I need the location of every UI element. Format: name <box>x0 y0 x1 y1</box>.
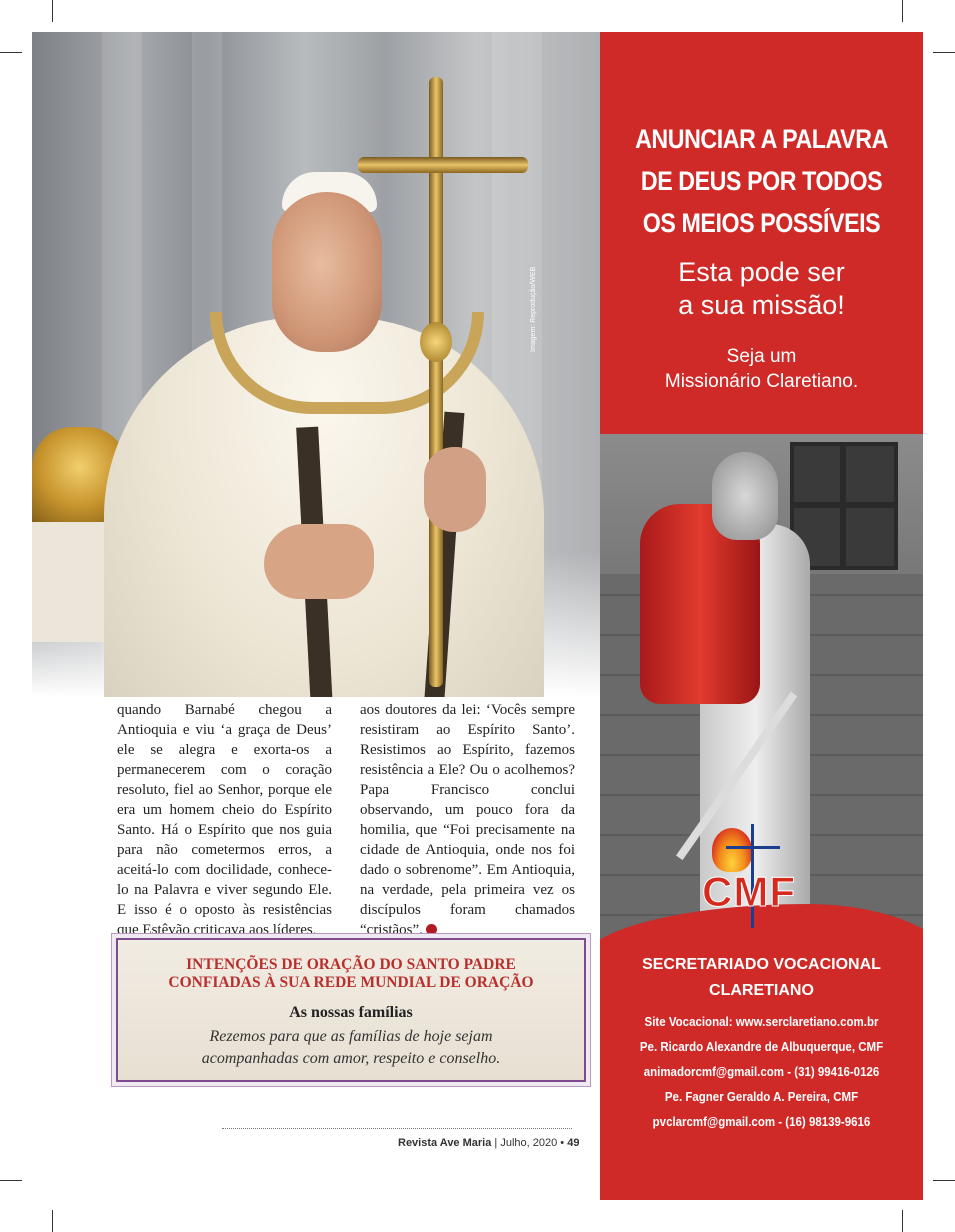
contact-name: Pe. Ricardo Alexandre de Albuquerque, CMF <box>639 1040 884 1054</box>
page-number: 49 <box>567 1137 580 1149</box>
pilgrim-head <box>712 452 778 540</box>
secretariado-line: SECRETARIADO VOCACIONAL <box>642 956 881 973</box>
prayer-subtitle: As nossas famílias <box>289 1004 413 1021</box>
crop-mark <box>902 1210 903 1232</box>
ad-invitation-line: Seja um <box>726 346 797 367</box>
prayer-body <box>118 1026 584 1070</box>
footer-rule <box>222 1128 572 1129</box>
crop-mark <box>933 1180 955 1181</box>
pope-hand <box>264 524 374 599</box>
secretariado-title <box>600 952 923 1004</box>
crop-mark <box>0 1180 22 1181</box>
photo-credit: Imagem: Reprodução/WEB <box>530 266 537 352</box>
cmf-logo-text: CMF <box>702 868 796 915</box>
ad-invitation-line: Missionário Claretiano. <box>664 371 859 392</box>
ad-headline-line: ANUNCIAR A PALAVRA <box>635 124 888 154</box>
crop-mark <box>933 52 955 53</box>
ad-mission-line: a sua missão! <box>678 290 845 320</box>
pope-hand <box>424 447 486 532</box>
article-text-span: aos doutores da lei: ‘Vocês sempre resistiram ao Espírito Santo’. Resistimos ao Espírito, fazemos resistência a Ele? Ou o acolhemos? Papa Francisco conclui observando, um pouco fora da homilia, que “Foi precisamente na cidade de Antioquia, onde nos foi dado o sobrenome”. Em Antioquia, na verdade, pela primeira vez os discípulos foram chamados “cristãos”. <box>360 702 575 938</box>
prayer-body-line: acompanhadas com amor, respeito e conselho. <box>201 1050 501 1067</box>
article-column-1 <box>117 700 332 940</box>
ad-headline-line: DE DEUS POR TODOS <box>640 166 883 196</box>
footer-separator: | <box>494 1137 498 1149</box>
ad-mission <box>600 256 923 322</box>
page-footer <box>398 1137 579 1149</box>
ad-invitation <box>600 344 923 394</box>
ad-headline-line: OS MEIOS POSSÍVEIS <box>642 208 881 238</box>
contact-site: Site Vocacional: www.serclaretiano.com.br <box>644 1015 879 1029</box>
contact-email-phone: pvclarcmf@gmail.com - (16) 98139-9616 <box>652 1115 871 1129</box>
contact-name: Pe. Fagner Geraldo A. Pereira, CMF <box>664 1090 859 1104</box>
ad-headline <box>623 118 901 244</box>
prayer-title-line: CONFIADAS À SUA REDE MUNDIAL DE ORAÇÃO <box>168 974 534 991</box>
cmf-logo <box>684 822 814 932</box>
flame-icon <box>712 828 752 872</box>
pope-photo <box>32 32 600 697</box>
magazine-name: Revista Ave Maria <box>398 1137 492 1149</box>
crop-mark <box>0 52 22 53</box>
article-text <box>360 700 575 940</box>
prayer-body-line: Rezemos para que as famílias de hoje sejam <box>209 1028 493 1045</box>
crop-mark <box>52 1210 53 1232</box>
ad-mission-line: Esta pode ser <box>678 257 845 287</box>
crop-mark <box>902 0 903 22</box>
article-text: quando Barnabé chegou a Antioquia e viu ‘a graça de Deus’ ele se alegra e exorta-os a permanecerem com o coração resoluto, fiel ao Senhor, porque ele era um homem cheio do Espírito Santo. Há o Espírito que nos guia para não cometermos erros, a aceitá-lo com docilidade, conhece-lo na Palavra e viver segundo Ele. E isso é o oposto às resistências que Estêvão criticava aos líderes, <box>117 702 332 938</box>
claretian-ad <box>600 32 923 1200</box>
cross-bar <box>726 846 780 849</box>
chair-base <box>32 522 110 642</box>
contact-list <box>613 1010 910 1135</box>
prayer-intentions-box <box>116 938 586 1082</box>
issue-date: Julho, 2020 • <box>500 1137 565 1149</box>
prayer-title-line: INTENÇÕES DE ORAÇÃO DO SANTO PADRE <box>186 956 516 973</box>
crosier-crossbar <box>358 157 528 173</box>
prayer-box-title <box>118 956 584 992</box>
pope-head <box>272 192 382 352</box>
article-column-2 <box>360 700 575 940</box>
secretariado-line: CLARETIANO <box>709 982 814 999</box>
crop-mark <box>52 0 53 22</box>
contact-email-phone: animadorcmf@gmail.com - (31) 99416-0126 <box>643 1065 880 1079</box>
end-mark-icon <box>426 924 437 935</box>
crosier-knob <box>420 322 452 362</box>
